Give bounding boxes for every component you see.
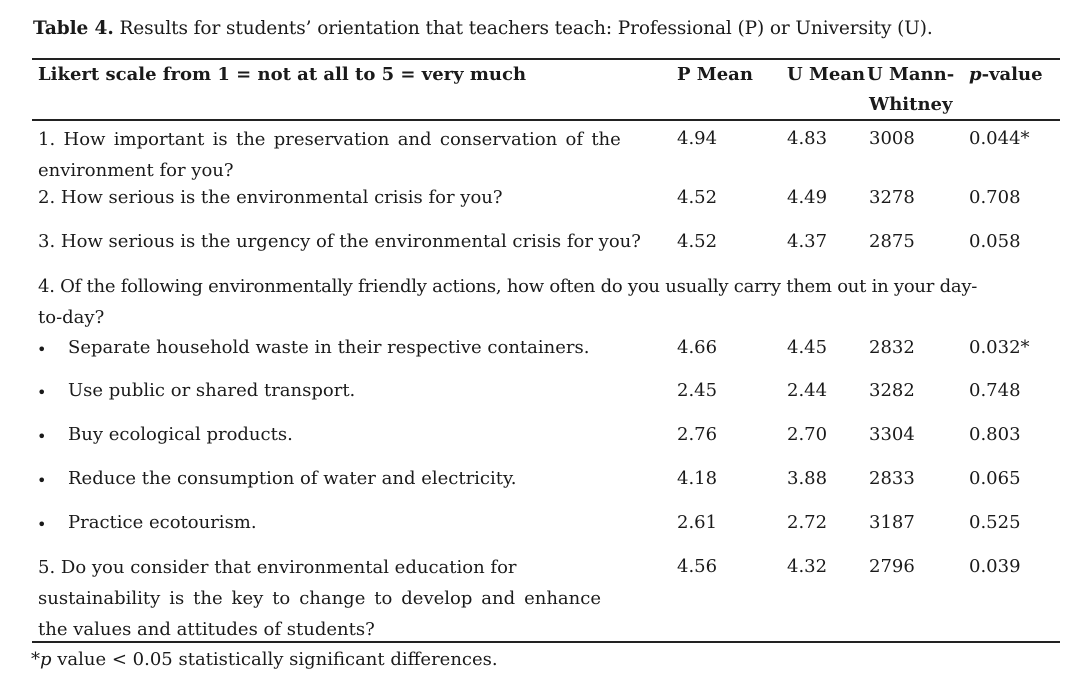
q5-line1: 5. Do you consider that environmental education for (38, 557, 517, 578)
q4-item-3-mann-whitney: 3304 (869, 424, 915, 445)
q4-item-4-p-mean: 4.18 (677, 468, 718, 489)
q4-item-2-p-value: 0.748 (969, 380, 1021, 401)
header-scale: Likert scale from 1 = not at all to 5 = very much (38, 64, 527, 85)
caption-lead: Table 4. (33, 18, 114, 39)
bullet-icon: • (37, 383, 47, 402)
q5-u-mean: 4.32 (787, 556, 828, 577)
q1-line1: 1. How important is the preservation and conservation of the (38, 129, 621, 150)
q5-line2: sustainability is the key to change to develop and enhance (38, 588, 601, 609)
q1-line2: environment for you? (38, 160, 234, 181)
caption-text: Results for students’ orientation that teachers teach: Professional (P) or University (U). (113, 18, 933, 39)
header-mann-whitney-line2: Whitney (869, 94, 953, 115)
q4-item-2-u-mean: 2.44 (787, 380, 828, 401)
q4-item-5-p-value: 0.525 (969, 512, 1021, 533)
q4-item-4-p-value: 0.065 (969, 468, 1021, 489)
q2-p-mean: 4.52 (677, 187, 718, 208)
q2-p-value: 0.708 (969, 187, 1021, 208)
q5-p-value: 0.039 (969, 556, 1021, 577)
q4-item-3-p-mean: 2.76 (677, 424, 718, 445)
bullet-icon: • (37, 427, 47, 446)
q1-p-mean: 4.94 (677, 128, 718, 149)
header-mann-whitney-line1: U Mann- (867, 64, 955, 85)
q4-item-3-label: Buy ecological products. (68, 424, 293, 445)
header-p-value-p: p (969, 64, 982, 85)
q4-item-1-p-value: 0.032* (969, 337, 1030, 358)
q3-p-value: 0.058 (969, 231, 1021, 252)
q1-text (38, 124, 621, 186)
header-u-mean: U Mean (787, 64, 866, 85)
q4-item-5-p-mean: 2.61 (677, 512, 718, 533)
q3-p-mean: 4.52 (677, 231, 718, 252)
q4-item-1-p-mean: 4.66 (677, 337, 718, 358)
footnote-star: * (31, 649, 40, 670)
q4-item-2-label: Use public or shared transport. (68, 380, 356, 401)
q4-line1: 4. Of the following environmentally friendly actions, how often do you usually carry them out in your day- (38, 276, 978, 297)
q4-item-3-u-mean: 2.70 (787, 424, 828, 445)
header-p-mean: P Mean (677, 64, 753, 85)
q5-p-mean: 4.56 (677, 556, 718, 577)
q2-mann-whitney: 3278 (869, 187, 915, 208)
q5-mann-whitney: 2796 (869, 556, 915, 577)
bullet-icon: • (37, 515, 47, 534)
q4-item-4-u-mean: 3.88 (787, 468, 828, 489)
q4-item-1-u-mean: 4.45 (787, 337, 828, 358)
header-p-value-rest: -value (981, 64, 1043, 85)
q4-item-5-mann-whitney: 3187 (869, 512, 915, 533)
q4-item-4-label: Reduce the consumption of water and electricity. (68, 468, 517, 489)
q4-item-3-p-value: 0.803 (969, 424, 1021, 445)
q4-item-1-label: Separate household waste in their respective containers. (68, 337, 590, 358)
footnote-text: value < 0.05 statistically significant differences. (51, 649, 498, 670)
q4-item-1-mann-whitney: 2832 (869, 337, 915, 358)
bullet-icon: • (37, 471, 47, 490)
q3-mann-whitney: 2875 (869, 231, 915, 252)
footnote-p: p (40, 649, 52, 670)
top-rule (32, 58, 1060, 60)
q2-text: 2. How serious is the environmental crisis for you? (38, 187, 503, 208)
q5-line3: the values and attitudes of students? (38, 619, 375, 640)
q1-mann-whitney: 3008 (869, 128, 915, 149)
q3-text: 3. How serious is the urgency of the environmental crisis for you? (38, 231, 641, 252)
bullet-icon: • (37, 340, 47, 359)
header-rule (32, 119, 1060, 121)
q1-p-value: 0.044* (969, 128, 1030, 149)
q4-item-5-label: Practice ecotourism. (68, 512, 257, 533)
q4-item-4-mann-whitney: 2833 (869, 468, 915, 489)
q5-text (38, 552, 601, 645)
q4-text (38, 271, 977, 333)
bottom-rule (32, 641, 1060, 643)
table-caption (33, 18, 933, 39)
q4-item-2-mann-whitney: 3282 (869, 380, 915, 401)
q4-item-5-u-mean: 2.72 (787, 512, 828, 533)
q2-u-mean: 4.49 (787, 187, 828, 208)
q4-line2: to-day? (38, 307, 105, 328)
table-footnote (31, 649, 498, 670)
q4-item-2-p-mean: 2.45 (677, 380, 718, 401)
q1-u-mean: 4.83 (787, 128, 828, 149)
q3-u-mean: 4.37 (787, 231, 828, 252)
header-p-value (969, 64, 1043, 85)
